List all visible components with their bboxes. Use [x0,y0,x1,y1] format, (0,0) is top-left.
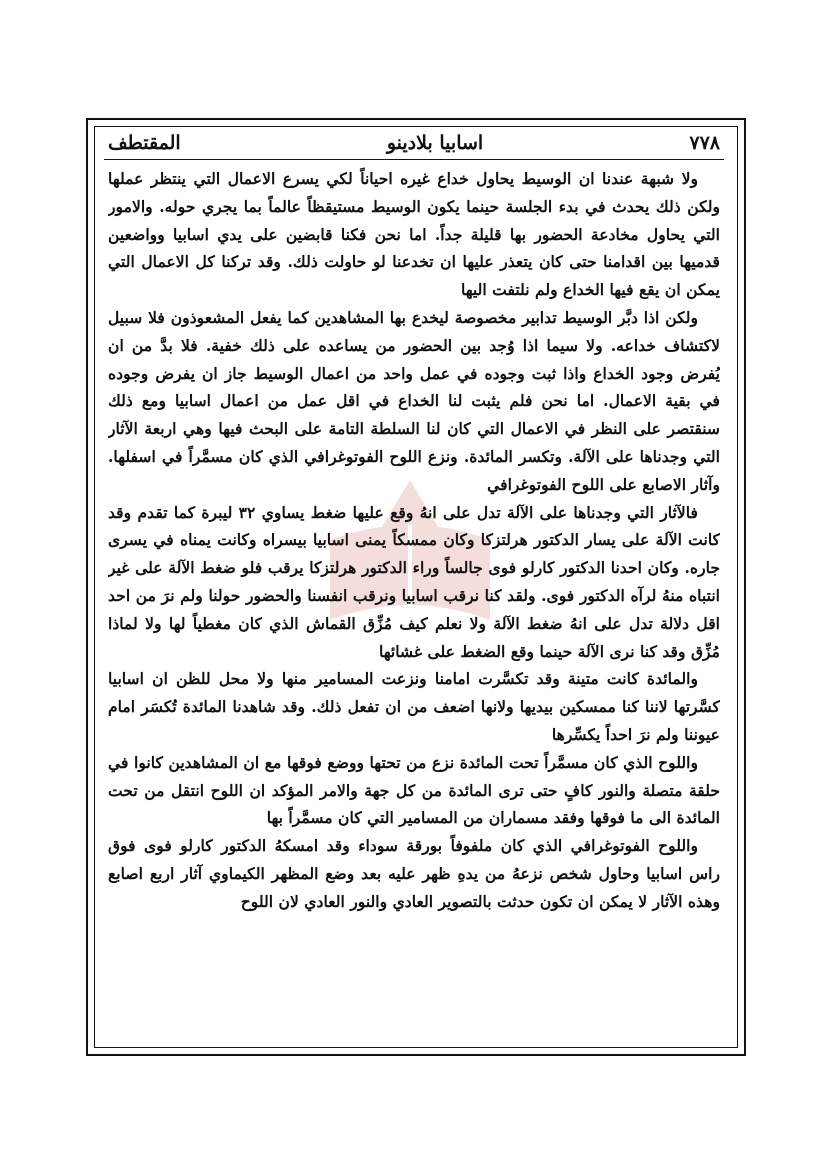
journal-name: المقتطف [108,132,181,154]
paragraph: والمائدة كانت متينة وقد تكسَّرت امامنا ونزعت المسامير منها ولا محل للظن ان اسابيا كسَّرتها لاننا كنا ممسكين بيديها ولانها اضعف من ان تفعل ذلك. وقد شاهدنا المائدة تُكسَر امام عيوننا ولم نرَ احداً يكسِّرها [108,669,720,744]
running-header [108,128,720,158]
page-number: ٧٧٨ [689,132,720,154]
paragraph: واللوح الفوتوغرافي الذي كان ملفوفاً بورقة سوداء وقد امسكهُ الدكتور كارلو فوى فوق راس اسابيا وحاول شخص نزعهُ من يدهِ ظهر عليه بعد وضع المظهر الكيماوي آثار اربع اصابع وهذه الآثار لا يمكن ان تكون حدثت بالتصوير العادي والنور العادي لان اللوح [108,836,720,911]
paragraph: واللوح الذي كان مسمَّراً تحت المائدة نزع من تحتها ووضع فوقها مع ان المشاهدين كانوا في حلقة متصلة والنور كافٍ حتى ترى المائدة من كل جهة والامر المؤكد ان اللوح انتقل من تحت المائدة الى ما فوقها وفقد مسماران من المسامير التي كان مسمَّراً بها [108,752,720,828]
article-body [108,165,720,1045]
paragraph: ولا شبهة عندنا ان الوسيط يحاول خداع غيره احياناً لكي يسرع الاعمال التي ينتظر عملها ولكن ذلك يحدث في بدء الجلسة حينما يكون الوسيط مستيقظاً عالماً بما يجري حوله. والامور التي يحاول مخادعة الحضور بها قليلة جداً. اما نحن فكنا قابضين على يدي اسابيا وواضعين قدميها بين اقدامنا حتى كان يتعذر عليها ان تخدعنا لو حاولت ذلك. وقد تركنا كل الاعمال التي يمكن ان يقع فيها الخداع ولم نلتفت اليها [108,169,720,300]
paragraph: فالآثار التي وجدناها على الآلة تدل على انهُ وقع عليها ضغط يساوي ٣٢ ليبرة كما تقدم وقد كانت الآلة على يسار الدكتور هرلتزكا وكان ممسكاً يمنى اسابيا بيسراه وكانت يمناه في يسرى جاره. وكان احدنا الدكتور كارلو فوى جالساً وراء الدكتور هرلتزكا يرقب فلو ضغط الآلة على غير انتباه منهُ لرآه الدكتور فوى. ولقد كنا نرقب اسابيا ونرقب انفسنا والحضور حولنا ولم نرَ من احد اقل دلالة تدل على انهُ ضغط الآلة ولا نعلم كيف مُزِّق القماش الذي كان مغطياً لها ولا لماذا مُزِّق وقد كنا نرى الآلة حينما وقع الضغط على غشائها [108,502,720,661]
paragraph: ولكن اذا دبَّر الوسيط تدابير مخصوصة ليخدع بها المشاهدين كما يفعل المشعوذون فلا سبيل لاكتشاف خداعه. ولا سيما اذا وُجد بين الحضور من يساعده على ذلك خفية. فلا بدَّ من ان يُفرض وجود الخداع واذا ثبت وجوده في عمل واحد من اعمال الوسيط جاز ان يفرض وجوده في بقية الاعمال. اما نحن فلم يثبت لنا الخداع في اقل عمل من اعمال اسابيا ومع ذلك سنقتصر على النظر في الاعمال التي كان لنا السلطة التامة على البحث فيها وهي اربعة الآثار التي وجدناها على الآلة. وتكسر المائدة. ونزع اللوح الفوتوغرافي الذي كان مسمَّراً في اسفلها. وآثار الاصابع على اللوح الفوتوغرافي [108,307,720,494]
article-title: اسابيا بلادينو [386,132,484,154]
header-rule [104,159,724,160]
